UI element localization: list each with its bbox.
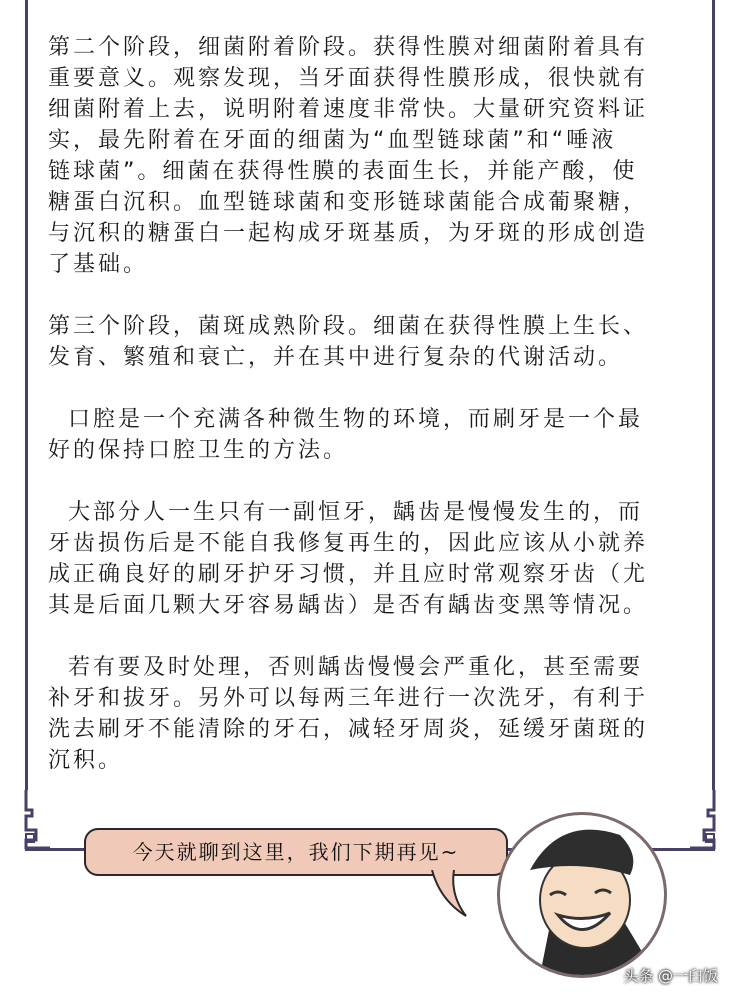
text-line: 糖蛋白沉积。血型链球菌和变形链球菌能合成葡聚糖， — [48, 190, 649, 215]
text-line: 实，最先附着在牙面的细菌为“血型链球菌”和“唾液 — [48, 128, 617, 153]
text-line: 细菌附着上去，说明附着速度非常快。大量研究资料证 — [48, 97, 649, 122]
speech-bubble: 今天就聊到这里，我们下期再见~ — [84, 828, 508, 876]
text-line: 发育、繁殖和衰亡，并在其中进行复杂的代谢活动。 — [48, 345, 624, 370]
text-line: 沉积。 — [48, 748, 124, 773]
text-line: 重要意义。观察发现，当牙面获得性膜形成，很快就有 — [48, 66, 649, 91]
speech-bubble-tail — [430, 870, 470, 920]
text-line: 链球菌”。细菌在获得性膜的表面生长，并能产酸，使 — [48, 159, 638, 184]
text-line: 第二个阶段，细菌附着阶段。获得性膜对细菌附着具有 — [48, 35, 649, 60]
text-line: 大部分人一生只有一副恒牙，龋齿是慢慢发生的，而 — [48, 500, 643, 525]
frame-right-border — [712, 0, 715, 790]
text-line: 其是后面几颗大牙容易龋齿）是否有龋齿变黑等情况。 — [48, 593, 649, 618]
paragraph-gap — [48, 373, 698, 404]
text-line: 若有要及时处理，否则龋齿慢慢会严重化，甚至需要 — [48, 655, 643, 680]
text-line: 了基础。 — [48, 252, 149, 277]
text-line: 牙齿损伤后是不能自我修复再生的，因此应该从小就养 — [48, 531, 649, 556]
avatar-cartoon — [497, 812, 667, 978]
frame-corner-right — [688, 790, 718, 850]
paragraph-gap — [48, 466, 698, 497]
text-line: 第三个阶段，菌斑成熟阶段。细菌在获得性膜上生长、 — [48, 314, 649, 339]
text-line: 补牙和拔牙。另外可以每两三年进行一次洗牙，有利于 — [48, 686, 649, 711]
text-line: 成正确良好的刷牙护牙习惯，并且应时常观察牙齿（尤 — [48, 562, 649, 587]
frame-corner-left — [22, 790, 52, 850]
text-line: 好的保持口腔卫生的方法。 — [48, 438, 349, 463]
paragraph-gap — [48, 280, 698, 311]
text-line: 洗去刷牙不能清除的牙石，减轻牙周炎，延缓牙菌斑的 — [48, 717, 649, 742]
frame-left-border — [25, 0, 28, 790]
watermark: 头条 @一臼饭 — [623, 967, 718, 985]
text-line: 口腔是一个充满各种微生物的环境，而刷牙是一个最 — [48, 407, 643, 432]
text-line: 与沉积的糖蛋白一起构成牙斑基质，为牙斑的形成创造 — [48, 221, 649, 246]
article-text — [48, 32, 698, 776]
cartoon-face-icon — [500, 815, 664, 975]
paragraph-gap — [48, 621, 698, 652]
